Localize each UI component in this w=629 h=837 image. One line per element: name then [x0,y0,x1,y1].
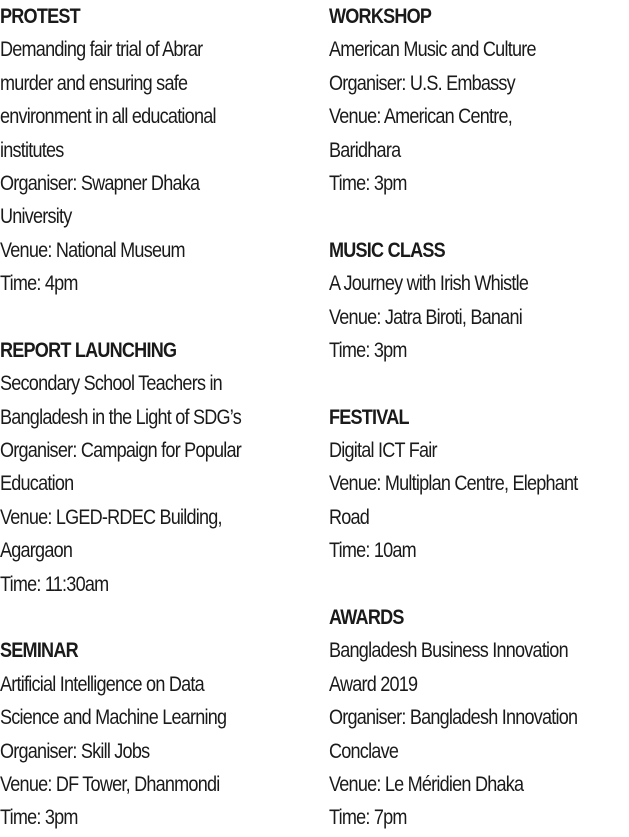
event-heading: WORKSHOP [329,5,432,28]
event-venue: Venue: American Centre, [329,105,512,129]
event-line: Secondary School Teachers in [0,372,222,396]
event-organiser: Organiser: Swapner Dhaka [0,171,200,195]
event-venue: Venue: LGED-RDEC Building, [0,505,222,529]
event-line: Conclave [329,739,399,763]
event-time: Time: 3pm [329,171,407,195]
event-time: Time: 4pm [0,272,78,296]
right-column [329,0,627,835]
spacer [329,568,627,601]
event-workshop [329,0,627,200]
spacer [0,301,322,334]
spacer [329,200,627,233]
event-heading: AWARDS [329,606,404,630]
spacer [329,367,627,400]
event-line: Agargaon [0,539,73,563]
event-time: Time: 7pm [329,806,407,830]
event-venue: Venue: Jatra Biroti, Banani [329,305,522,329]
event-line: murder and ensuring safe [0,71,188,95]
event-line: Science and Machine Learning [0,706,227,730]
event-seminar [0,634,322,834]
event-music-class [329,234,627,368]
event-line: Demanding fair trial of Abrar [0,38,203,62]
event-line: Education [0,472,74,496]
event-organiser: Organiser: Skill Jobs [0,739,150,763]
event-venue: Venue: Multiplan Centre, Elephant [329,472,578,496]
event-line: American Music and Culture [329,38,536,62]
event-organiser: Organiser: U.S. Embassy [329,71,515,95]
event-line: Artificial Intelligence on Data [0,672,204,696]
event-venue: Venue: National Museum [0,238,185,262]
event-venue: Venue: Le Méridien Dhaka [329,772,524,796]
event-heading: PROTEST [0,5,80,28]
event-heading: SEMINAR [0,639,78,663]
event-venue: Venue: DF Tower, Dhanmondi [0,772,220,796]
event-time: Time: 10am [329,539,416,563]
event-awards [329,601,627,835]
event-line: University [0,205,72,229]
event-line: institutes [0,138,64,162]
event-line: A Journey with Irish Whistle [329,272,529,296]
event-line: environment in all educational [0,105,216,129]
spacer [0,601,322,634]
event-line: Road [329,505,370,529]
event-time: Time: 3pm [329,338,407,362]
event-report-launching [0,334,322,601]
event-heading: FESTIVAL [329,405,409,429]
event-festival [329,401,627,568]
event-organiser: Organiser: Campaign for Popular [0,439,242,463]
event-line: Award 2019 [329,672,418,696]
event-line: Bangladesh in the Light of SDG’s [0,405,241,429]
event-heading: MUSIC CLASS [329,238,445,262]
event-organiser: Organiser: Bangladesh Innovation [329,706,578,730]
event-time: Time: 3pm [0,806,78,830]
event-line: Digital ICT Fair [329,439,437,463]
event-protest [0,0,322,301]
event-time: Time: 11:30am [0,572,109,596]
event-line: Bangladesh Business Innovation [329,639,568,663]
event-heading: REPORT LAUNCHING [0,338,177,362]
event-line: Baridhara [329,138,401,162]
